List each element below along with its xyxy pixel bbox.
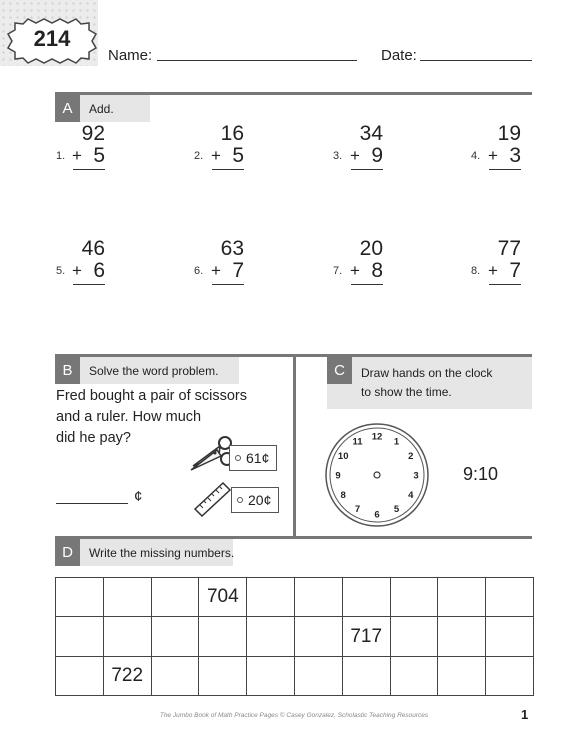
grid-cell[interactable] — [103, 617, 151, 656]
problem-bottom-number: 7 — [509, 259, 521, 282]
grid-cell[interactable] — [151, 656, 199, 695]
number-grid — [55, 577, 534, 696]
grid-cell[interactable] — [294, 617, 342, 656]
grid-cell[interactable] — [247, 617, 295, 656]
grid-cell[interactable] — [247, 656, 295, 695]
problem-bottom-number: 5 — [93, 144, 105, 167]
word-problem-line-2: and a ruler. How much — [56, 409, 202, 425]
clock-number: 7 — [354, 504, 361, 516]
problem-top-number: 20 — [359, 237, 383, 260]
problem-bottom-number: 9 — [371, 144, 383, 167]
problem-number: 1. — [56, 150, 66, 162]
section-c-letter: C — [327, 357, 352, 384]
clock-number: 9 — [335, 470, 341, 482]
grid-cell: 722 — [103, 656, 151, 695]
answer-line[interactable] — [351, 284, 383, 285]
grid-cell[interactable] — [56, 617, 104, 656]
problem-bottom-number: 3 — [509, 144, 521, 167]
grid-cell[interactable] — [151, 617, 199, 656]
plus-sign: + — [72, 146, 82, 165]
grid-cell[interactable] — [390, 617, 438, 656]
grid-cell[interactable] — [342, 656, 390, 695]
section-d-letter: D — [55, 539, 80, 566]
problem-number: 5. — [56, 265, 66, 277]
grid-cell[interactable] — [56, 656, 104, 695]
problem-top-number: 92 — [81, 122, 105, 145]
grid-cell[interactable] — [438, 578, 486, 617]
footer-credit: The Jumbo Book of Math Practice Pages © Casey Gonzalez, Scholastic Teaching Resources — [159, 712, 429, 719]
problem-number: 2. — [194, 150, 204, 162]
scissors-icon — [187, 434, 235, 474]
ruler-price: 20¢ — [248, 492, 272, 508]
plus-sign: + — [350, 261, 360, 280]
problem-bottom-number: 6 — [93, 259, 105, 282]
section-c-instruction-line-2: to show the time. — [361, 385, 452, 399]
answer-line[interactable] — [212, 284, 244, 285]
scissors-price: 61¢ — [246, 450, 270, 466]
answer-line[interactable] — [489, 169, 521, 170]
problem-bottom-number: 5 — [232, 144, 244, 167]
tag-hole — [235, 455, 241, 461]
scissors-price-tag — [229, 445, 277, 471]
date-line[interactable] — [420, 60, 532, 61]
problem-number: 7. — [333, 265, 343, 277]
grid-cell: 704 — [199, 578, 247, 617]
clock-number: 10 — [337, 450, 349, 462]
section-divider — [293, 354, 296, 536]
section-d-instruction: Write the missing numbers. — [89, 546, 235, 560]
page-number-text: 214 — [33, 26, 71, 51]
plus-sign: + — [211, 261, 221, 280]
plus-sign: + — [488, 261, 498, 280]
problem-number: 4. — [471, 150, 481, 162]
clock-number: 4 — [408, 489, 414, 501]
plus-sign: + — [350, 146, 360, 165]
ruler-price-tag — [231, 487, 279, 513]
grid-cell[interactable] — [247, 578, 295, 617]
problem-bottom-number: 8 — [371, 259, 383, 282]
grid-row — [56, 578, 534, 617]
problem-number: 6. — [194, 265, 204, 277]
clock-time: 9:10 — [463, 464, 499, 484]
date-label: Date: — [381, 47, 417, 64]
clock-number: 1 — [393, 436, 400, 448]
problem-bottom-number: 7 — [232, 259, 244, 282]
section-b-instruction: Solve the word problem. — [89, 364, 219, 378]
clock-number: 11 — [352, 436, 363, 448]
section-c-bar — [327, 357, 532, 409]
grid-cell[interactable] — [438, 617, 486, 656]
grid-cell[interactable] — [151, 578, 199, 617]
answer-line[interactable] — [489, 284, 521, 285]
word-problem-line-3: did he pay? — [56, 430, 131, 446]
plus-sign: + — [211, 146, 221, 165]
plus-sign: + — [488, 146, 498, 165]
problem-top-number: 77 — [497, 237, 521, 260]
grid-cell[interactable] — [103, 578, 151, 617]
grid-cell[interactable] — [342, 578, 390, 617]
answer-line-b[interactable] — [56, 503, 128, 504]
answer-line[interactable] — [212, 169, 244, 170]
grid-cell[interactable] — [390, 578, 438, 617]
grid-cell[interactable] — [486, 656, 534, 695]
section-b-letter: B — [55, 357, 80, 384]
answer-line[interactable] — [351, 169, 383, 170]
answer-line[interactable] — [73, 169, 105, 170]
clock-number: 6 — [374, 509, 380, 521]
grid-cell[interactable] — [294, 578, 342, 617]
section-a-instruction: Add. — [89, 102, 114, 116]
name-label: Name: — [108, 47, 153, 64]
clock-face[interactable] — [324, 422, 430, 528]
word-problem-line-1: Fred bought a pair of scissors — [56, 388, 248, 404]
grid-cell[interactable] — [199, 656, 247, 695]
clock-number: 12 — [371, 431, 383, 443]
problem-top-number: 19 — [497, 122, 521, 145]
cent-sign: ¢ — [134, 488, 143, 505]
ruler-icon — [192, 481, 232, 517]
grid-cell[interactable] — [486, 617, 534, 656]
grid-cell[interactable] — [438, 656, 486, 695]
grid-row — [56, 656, 534, 695]
clock-number: 2 — [408, 450, 414, 462]
problem-number: 3. — [333, 150, 343, 162]
grid-cell[interactable] — [486, 578, 534, 617]
plus-sign: + — [72, 261, 82, 280]
clock-number: 3 — [413, 470, 419, 482]
answer-line[interactable] — [73, 284, 105, 285]
grid-cell[interactable] — [199, 617, 247, 656]
section-a-letter: A — [55, 95, 80, 122]
grid-cell[interactable] — [56, 578, 104, 617]
tag-hole — [237, 497, 243, 503]
problem-top-number: 16 — [220, 122, 244, 145]
clock-number: 8 — [340, 489, 346, 501]
name-line[interactable] — [157, 60, 357, 61]
section-c-instruction-line-1: Draw hands on the clock — [361, 366, 493, 380]
grid-cell[interactable] — [294, 656, 342, 695]
problem-top-number: 63 — [220, 237, 244, 260]
grid-cell[interactable] — [390, 656, 438, 695]
grid-cell: 717 — [342, 617, 390, 656]
problem-number: 8. — [471, 265, 481, 277]
clock-number: 5 — [393, 504, 400, 516]
footer-page-number: 1 — [521, 707, 529, 722]
problem-top-number: 34 — [359, 122, 383, 145]
problem-top-number: 46 — [81, 237, 105, 260]
grid-row — [56, 617, 534, 656]
